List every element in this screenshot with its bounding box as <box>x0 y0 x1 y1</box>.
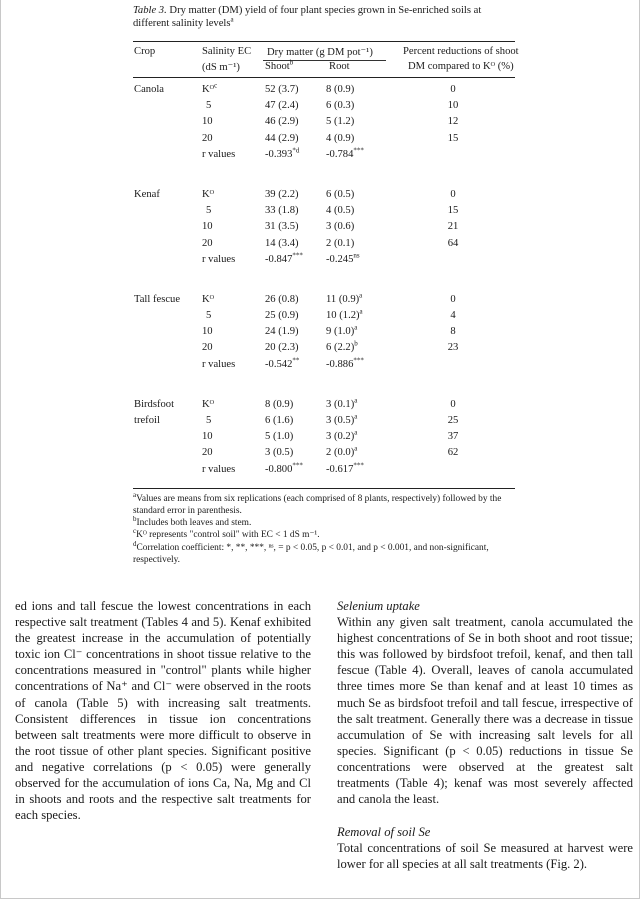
section-text-selenium-uptake: Within any given salt treatment, canola accumulated the highest concentrations of Se in both shoot and root tissue; this was followed by birdsfoot trefoil, kenaf, and then tall fescue (Table 4). Overall, leaves of canola accumulated three times more Se than kenaf and at least 10 times as much Se as birdsfoot trefoil and tall fescue, irrespective of the salt treatment. Generally there was a decrease in tissue accumulation of Se with increasing salt levels for all species. Significant (p < 0.05) reductions in tissue Se concentrations were observed at the greatest salt treatments (Table 4); kenaf was most severely affected and canola the least. <box>337 615 633 807</box>
shoot-cell <box>265 147 299 163</box>
salinity-cell <box>206 308 211 324</box>
salinity-value: 10 <box>202 221 213 233</box>
salinity-cell <box>202 236 213 252</box>
shoot-value: -0.542 <box>265 358 293 370</box>
shoot-cell <box>265 340 299 356</box>
root-cell <box>326 98 354 114</box>
root-value: 2 (0.0) <box>326 447 355 459</box>
shoot-cell <box>265 187 299 203</box>
root-cell <box>326 147 364 163</box>
shoot-value: 6 (1.6) <box>265 415 294 426</box>
table-caption-label: Table 3. <box>133 5 167 16</box>
table-row <box>133 219 515 235</box>
shoot-note: ** <box>292 356 300 365</box>
header-pct-line1: Percent reductions of shoot <box>403 46 519 57</box>
salinity-value: 20 <box>202 132 213 144</box>
shoot-cell <box>265 324 299 340</box>
footnote <box>133 539 515 566</box>
percent-reduction-cell: 62 <box>447 447 459 459</box>
salinity-value: 10 <box>202 326 213 338</box>
root-value: 5 (1.2) <box>326 116 355 128</box>
root-note: a <box>354 444 358 453</box>
table-row <box>133 236 515 252</box>
root-value: -0.617 <box>326 463 354 475</box>
section-heading-selenium-uptake: Selenium uptake <box>337 599 420 613</box>
root-cell <box>326 292 362 308</box>
root-value: -0.245 <box>326 253 354 265</box>
root-value: 3 (0.1) <box>326 398 355 410</box>
table-row <box>133 397 515 413</box>
shoot-cell <box>265 219 299 235</box>
header-salinity-line2: (dS m⁻¹) <box>202 62 240 73</box>
shoot-value: 14 (3.4) <box>265 237 299 249</box>
shoot-value: 25 (0.9) <box>265 310 299 322</box>
root-cell <box>326 82 354 98</box>
percent-reduction-cell: 12 <box>447 116 459 128</box>
root-value: 11 (0.9) <box>326 293 360 305</box>
salinity-cell <box>202 445 213 461</box>
percent-reduction-cell: 0 <box>450 84 456 95</box>
shoot-value: 20 (2.3) <box>265 342 299 354</box>
crop-group <box>133 397 515 478</box>
percent-reduction-cell: 15 <box>447 132 459 144</box>
shoot-value: -0.800 <box>265 463 293 475</box>
shoot-value: 33 (1.8) <box>265 205 299 217</box>
shoot-value: -0.847 <box>265 253 293 265</box>
salinity-cell <box>202 147 235 163</box>
salinity-cell <box>202 131 213 147</box>
salinity-value: 5 <box>206 100 212 112</box>
percent-reduction-cell: 4 <box>450 310 456 322</box>
crop-name: Birdsfoot <box>134 398 175 410</box>
table-row <box>133 98 515 114</box>
root-value: 9 (1.0) <box>326 326 355 338</box>
shoot-value: 52 (3.7) <box>265 84 299 95</box>
shoot-value: -0.393 <box>265 148 293 160</box>
percent-reduction-cell: 64 <box>447 237 459 249</box>
root-cell <box>326 131 354 147</box>
section-text-removal-soil-se: Total concentrations of soil Se measured at harvest were lower for all species at all salt treatments (Fig. 2). <box>337 841 633 872</box>
root-cell <box>326 413 357 429</box>
shoot-cell <box>265 114 299 130</box>
root-cell <box>326 462 364 478</box>
root-value: 4 (0.9) <box>326 132 355 144</box>
root-value: -0.886 <box>326 358 354 370</box>
salinity-cell <box>202 357 235 373</box>
root-note: a <box>354 396 358 405</box>
salinity-cell <box>202 252 235 268</box>
shoot-value: 31 (3.5) <box>265 221 299 233</box>
shoot-cell <box>265 462 303 478</box>
root-value: 2 (0.1) <box>326 237 355 249</box>
header-dry-matter: Dry matter (g DM pot⁻¹) <box>267 47 373 58</box>
shoot-value: 24 (1.9) <box>265 326 299 338</box>
root-note: *** <box>353 146 364 155</box>
crop-group <box>133 187 515 268</box>
table-footnotes <box>133 490 515 566</box>
root-note: a <box>359 307 363 316</box>
footnote-mark: a <box>133 490 137 499</box>
percent-reduction-cell: 25 <box>447 415 459 426</box>
salinity-value: r values <box>202 148 236 160</box>
section-heading-removal-soil-se: Removal of soil Se <box>337 825 431 840</box>
table-row <box>133 413 515 429</box>
salinity-cell <box>202 219 213 235</box>
root-note: a <box>354 428 358 437</box>
table-row <box>133 252 515 268</box>
salinity-value: Kᴼ <box>202 398 215 410</box>
root-note: a <box>354 412 358 421</box>
percent-reduction-cell: 0 <box>450 398 456 410</box>
table-row <box>133 429 515 445</box>
root-note: *** <box>353 461 364 470</box>
root-note: a <box>354 323 358 332</box>
shoot-cell <box>265 98 299 114</box>
salinity-cell <box>202 187 214 203</box>
root-cell <box>326 340 358 356</box>
percent-reduction-cell: 21 <box>447 221 459 233</box>
salinity-cell <box>202 429 213 445</box>
shoot-value: 39 (2.2) <box>265 188 299 200</box>
table-row <box>133 462 515 478</box>
root-cell <box>326 219 354 235</box>
root-value: 3 (0.2) <box>326 431 355 443</box>
salinity-cell <box>206 203 211 219</box>
crop-group <box>133 292 515 373</box>
crop-name-line2: trefoil <box>134 415 160 426</box>
header-shoot-label: Shoot <box>265 61 290 72</box>
shoot-value: 26 (0.8) <box>265 293 299 305</box>
table-3 <box>133 4 519 566</box>
table-row <box>133 292 515 308</box>
salinity-cell <box>202 340 213 356</box>
salinity-cell <box>202 462 235 478</box>
percent-reduction-cell: 0 <box>450 293 456 305</box>
footnote-mark: b <box>133 515 137 524</box>
footnote-text: Includes both leaves and stem. <box>136 518 252 529</box>
percent-reduction-cell: 0 <box>450 188 456 200</box>
salinity-cell <box>206 98 211 114</box>
root-value: 6 (0.5) <box>326 188 355 200</box>
table-row <box>133 324 515 340</box>
salinity-cell <box>202 82 217 98</box>
salinity-value: 5 <box>206 310 212 322</box>
shoot-cell <box>265 131 299 147</box>
salinity-note: c <box>214 81 218 90</box>
shoot-note: *d <box>292 146 300 155</box>
table-row <box>133 82 515 98</box>
shoot-cell <box>265 308 299 324</box>
salinity-cell <box>202 292 214 308</box>
shoot-cell <box>265 236 299 252</box>
table-row <box>133 131 515 147</box>
table-row <box>133 357 515 373</box>
body-column-left <box>15 598 311 823</box>
table-row <box>133 147 515 163</box>
table-row <box>133 114 515 130</box>
salinity-value: 10 <box>202 431 213 443</box>
root-value: 4 (0.5) <box>326 205 355 217</box>
shoot-value: 44 (2.9) <box>265 132 299 144</box>
salinity-value: 10 <box>202 116 213 128</box>
root-value: 6 (0.3) <box>326 100 355 112</box>
table-row <box>133 445 515 461</box>
body-paragraph: ed ions and tall fescue the lowest concentrations in each respective salt treatment (Tables 4 and 5). Kenaf exhibited the greatest increase in the accumulation of potentially toxic ion Cl⁻ concentrations in shoot tissue relative to the concentrations measured in "control" plants while higher concentrations of Na⁺ and Cl⁻ were observed in the roots of canola (Table 5) with increasing salt treatments. Consistent differences in tissue ion concentrations between salt treatments were more difficult to observe in the root tissue of other plant species. Significant positive and negative correlations (p < 0.05) were generally observed for the accumulation of ions Ca, Na, Mg and Cl in shoots and roots and the respective salt treatments for each species. <box>15 599 311 823</box>
table-header-rule <box>133 77 515 78</box>
percent-reduction-cell: 8 <box>450 326 456 338</box>
table-caption-note: a <box>230 15 234 24</box>
shoot-note: *** <box>292 251 303 260</box>
percent-reduction-cell: 15 <box>447 205 459 217</box>
root-value: 3 (0.6) <box>326 221 355 233</box>
root-cell <box>326 445 357 461</box>
body-column-right <box>337 598 633 873</box>
crop-name: Tall fescue <box>134 293 181 305</box>
table-header <box>133 42 519 77</box>
shoot-cell <box>265 203 299 219</box>
footnote-mark: d <box>133 539 137 548</box>
root-value: 10 (1.2) <box>326 310 360 322</box>
root-note: *** <box>353 356 364 365</box>
table-row <box>133 340 515 356</box>
salinity-cell <box>202 397 214 413</box>
root-cell <box>326 236 354 252</box>
salinity-cell <box>202 324 213 340</box>
footnote <box>133 517 515 529</box>
percent-reduction-cell: 23 <box>447 342 459 354</box>
header-pct-line2: DM compared to Kᴼ (%) <box>408 61 514 72</box>
root-cell <box>326 187 354 203</box>
root-cell <box>326 252 360 268</box>
root-cell <box>326 114 354 130</box>
salinity-value: 20 <box>202 237 213 249</box>
root-note: ns <box>353 251 360 260</box>
root-cell <box>326 308 363 324</box>
header-shoot-note: b <box>289 58 294 67</box>
footnote <box>133 529 515 541</box>
root-cell <box>326 203 354 219</box>
shoot-cell <box>265 292 299 308</box>
table-caption <box>133 4 515 30</box>
salinity-value: 20 <box>202 342 213 354</box>
header-salinity-line1: Salinity EC <box>202 46 252 57</box>
shoot-cell <box>265 445 293 461</box>
shoot-cell <box>265 252 303 268</box>
shoot-value: 47 (2.4) <box>265 100 299 112</box>
shoot-cell <box>265 413 293 429</box>
shoot-value: 46 (2.9) <box>265 116 299 128</box>
table-row <box>133 203 515 219</box>
shoot-cell <box>265 82 299 98</box>
table-row <box>133 187 515 203</box>
salinity-cell <box>202 114 213 130</box>
shoot-value: 5 (1.0) <box>265 431 294 443</box>
salinity-value: r values <box>202 253 236 265</box>
header-crop: Crop <box>134 46 156 57</box>
root-cell <box>326 357 364 373</box>
crop-name: Canola <box>134 84 165 95</box>
crop-name: Kenaf <box>134 188 160 200</box>
crop-group <box>133 82 515 163</box>
salinity-value: Kᴼ <box>202 188 215 200</box>
table-caption-text: Dry matter (DM) yield of four plant species grown in Se-enriched soils at different salinity levels <box>133 5 482 29</box>
footnote-text: Values are means from six replications (each comprised of 8 plants, respectively) followed by the standard error in parenthesis. <box>133 493 502 516</box>
footnote-mark: c <box>133 527 137 536</box>
header-shoot <box>265 58 294 72</box>
salinity-value: 5 <box>206 205 212 217</box>
shoot-value: 8 (0.9) <box>265 398 294 410</box>
table-bottom-rule <box>133 488 515 489</box>
salinity-value: Kᴼ <box>202 293 215 305</box>
shoot-value: 3 (0.5) <box>265 447 294 459</box>
percent-reduction-cell: 37 <box>447 431 459 443</box>
root-value: -0.784 <box>326 148 354 160</box>
salinity-value: r values <box>202 358 236 370</box>
root-cell <box>326 397 357 413</box>
root-note: a <box>359 291 363 300</box>
root-value: 3 (0.5) <box>326 415 355 426</box>
table-row <box>133 308 515 324</box>
shoot-note: *** <box>292 461 303 470</box>
shoot-cell <box>265 357 299 373</box>
salinity-cell <box>206 413 211 429</box>
salinity-value: r values <box>202 463 236 475</box>
root-value: 6 (2.2) <box>326 342 355 354</box>
salinity-value: 20 <box>202 447 213 459</box>
footnote <box>133 490 515 517</box>
table-body <box>133 82 515 478</box>
root-cell <box>326 429 357 445</box>
percent-reduction-cell: 10 <box>447 100 459 112</box>
shoot-cell <box>265 397 293 413</box>
header-root: Root <box>329 61 350 72</box>
root-value: 8 (0.9) <box>326 84 355 95</box>
salinity-value: 5 <box>206 415 212 426</box>
shoot-cell <box>265 429 293 445</box>
root-note: b <box>354 339 358 348</box>
footnote-text: Kᴼ represents "control soil" with EC < 1 dS m⁻¹. <box>136 530 320 541</box>
salinity-value: Kᴼ <box>202 84 215 95</box>
root-cell <box>326 324 357 340</box>
footnote-text: Correlation coefficient: *, **, ***, ⁿˢ, = p < 0.05, p < 0.01, and p < 0.001, and non-significant, respectively. <box>133 542 489 565</box>
